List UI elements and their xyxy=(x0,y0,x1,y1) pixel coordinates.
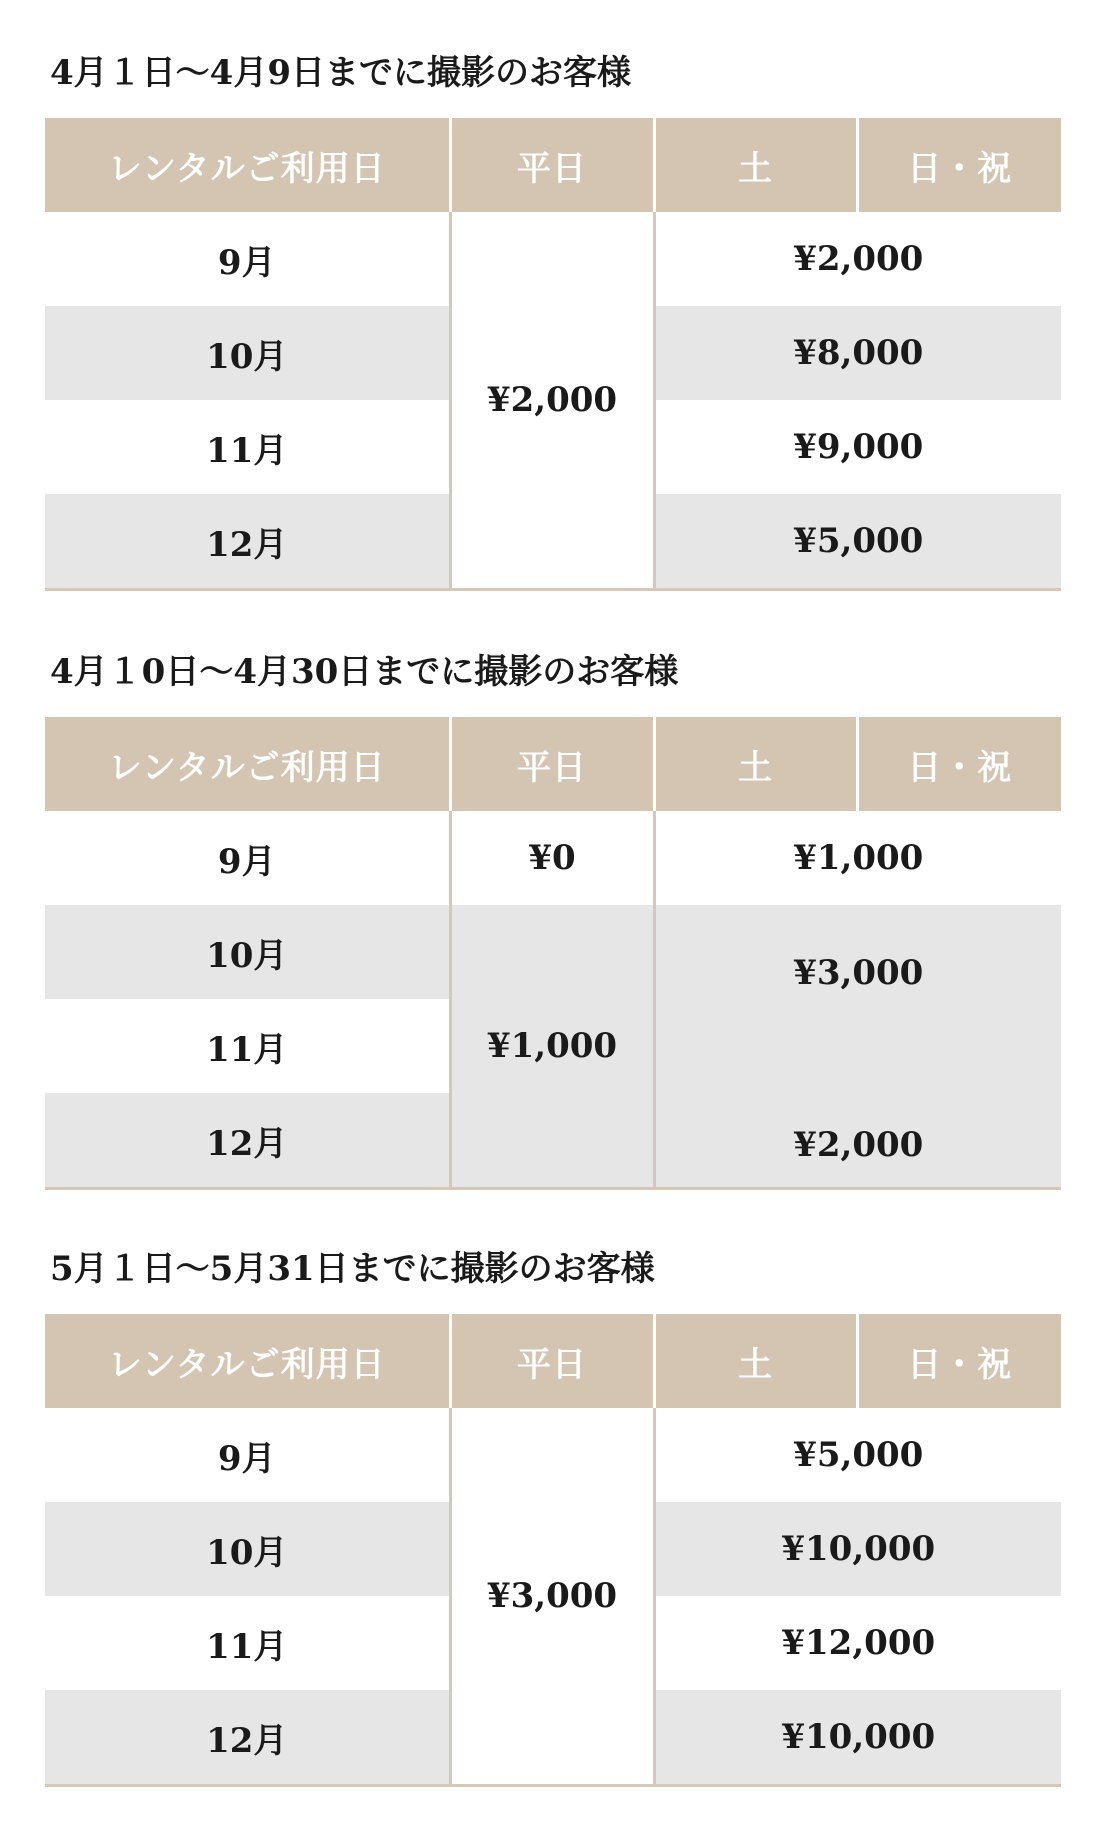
header-weekday: 平日 xyxy=(450,717,654,811)
weekend-price-cell: ¥1,000 xyxy=(654,811,1061,905)
table-header-row xyxy=(45,717,1061,811)
header-weekday: 平日 xyxy=(450,1314,654,1408)
weekend-price-cell: ¥12,000 xyxy=(654,1596,1061,1690)
weekday-price-cell: ¥0 xyxy=(450,811,654,905)
section-3-title: 5月１日〜5月31日までに撮影のお客様 xyxy=(50,1249,655,1289)
weekend-price-cell: ¥9,000 xyxy=(654,400,1061,494)
weekend-price-cell: ¥2,000 xyxy=(793,1125,924,1165)
weekday-price-cell: ¥1,000 xyxy=(450,905,654,1189)
weekend-price-cell: ¥2,000 xyxy=(654,212,1061,306)
table-row xyxy=(45,811,1061,905)
price-table-1 xyxy=(45,118,1061,591)
weekend-price-block xyxy=(654,905,1061,1189)
header-weekday: 平日 xyxy=(450,118,654,212)
table-row xyxy=(45,1408,1061,1502)
month-cell: 10月 xyxy=(45,905,450,999)
header-holiday: 日・祝 xyxy=(857,717,1061,811)
weekday-price-cell: ¥2,000 xyxy=(450,212,654,590)
header-saturday: 土 xyxy=(654,1314,857,1408)
table-row xyxy=(45,212,1061,306)
month-cell: 12月 xyxy=(45,494,450,590)
header-holiday: 日・祝 xyxy=(857,118,1061,212)
table-header-row xyxy=(45,118,1061,212)
header-saturday: 土 xyxy=(654,118,857,212)
month-cell: 12月 xyxy=(45,1093,450,1189)
price-table-2 xyxy=(45,717,1061,1190)
month-cell: 11月 xyxy=(45,1596,450,1690)
month-cell: 9月 xyxy=(45,212,450,306)
table-header-row xyxy=(45,1314,1061,1408)
section-2-title: 4月１0日〜4月30日までに撮影のお客様 xyxy=(50,652,679,692)
weekend-price-cell: ¥5,000 xyxy=(654,1408,1061,1502)
header-holiday: 日・祝 xyxy=(857,1314,1061,1408)
month-cell: 10月 xyxy=(45,1502,450,1596)
month-cell: 11月 xyxy=(45,400,450,494)
header-rental-month: レンタルご利用日 xyxy=(45,1314,450,1408)
weekend-price-cell: ¥10,000 xyxy=(654,1690,1061,1786)
weekend-price-cell: ¥3,000 xyxy=(793,953,924,993)
header-rental-month: レンタルご利用日 xyxy=(45,118,450,212)
month-cell: 9月 xyxy=(45,811,450,905)
month-cell: 11月 xyxy=(45,999,450,1093)
month-cell: 12月 xyxy=(45,1690,450,1786)
month-cell: 9月 xyxy=(45,1408,450,1502)
table-row xyxy=(45,905,1061,999)
weekend-price-cell: ¥5,000 xyxy=(654,494,1061,590)
header-saturday: 土 xyxy=(654,717,857,811)
header-rental-month: レンタルご利用日 xyxy=(45,717,450,811)
weekend-price-cell: ¥8,000 xyxy=(654,306,1061,400)
month-cell: 10月 xyxy=(45,306,450,400)
price-table-3 xyxy=(45,1314,1061,1787)
weekend-price-cell: ¥10,000 xyxy=(654,1502,1061,1596)
section-1-title: 4月１日〜4月9日までに撮影のお客様 xyxy=(50,53,631,93)
weekday-price-cell: ¥3,000 xyxy=(450,1408,654,1786)
